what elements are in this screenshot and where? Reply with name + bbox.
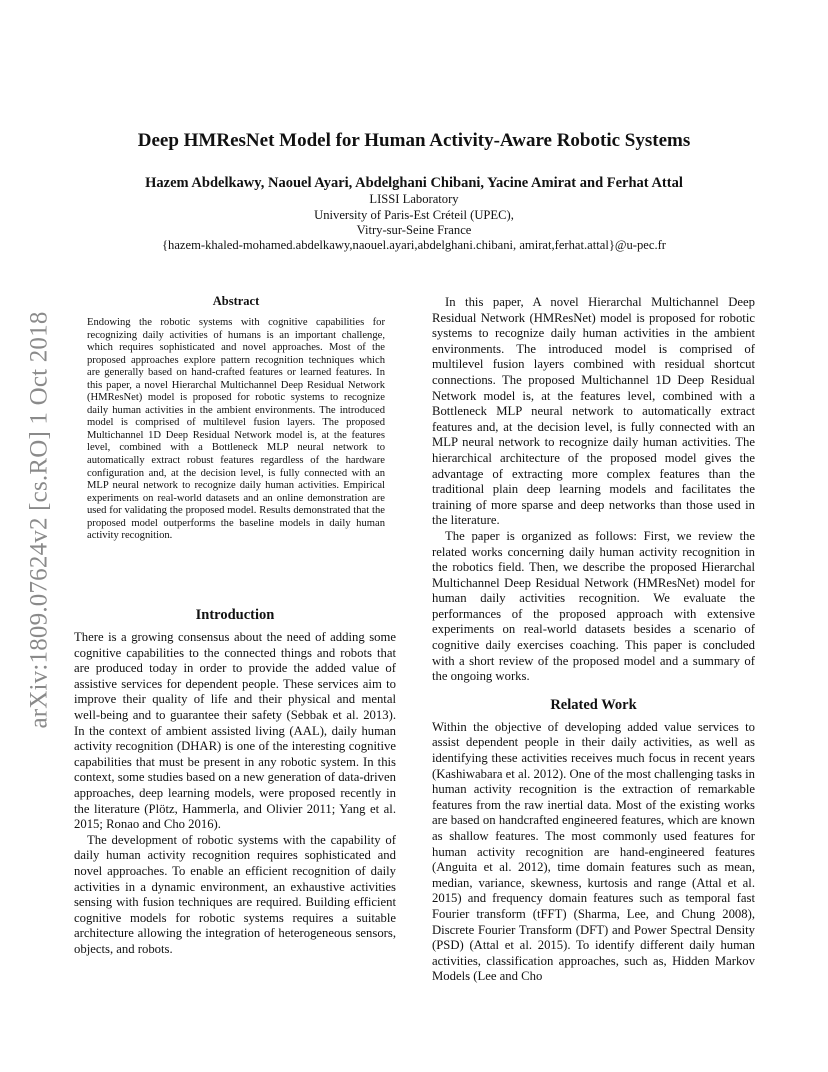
affiliation-lab: LISSI Laboratory — [369, 192, 459, 206]
author-emails: {hazem-khaled-mohamed.abdelkawy,naouel.ayari,abdelghani.chibani, amirat,ferhat.attal}@u-pec.fr — [161, 238, 666, 252]
introduction-paragraph-3: In this paper, A novel Hierarchal Multichannel Deep Residual Network (HMResNet) model is proposed for robotic systems to recognize daily human activities in the ambient environments. The introduced model is comprised of multilevel fusion layers combined with residual shortcut connections. The proposed Multichannel 1D Deep Residual Network model is, at the features level, combined with a Bottleneck MLP neural network to automatically extract features and, at the decision level, is fully connected with an MLP neural network to recognize daily human activities. The hierarchical architecture of the proposed model gives the advantage of extracting more complex features than the traditional plain deep learning models and facilitates the training of more sparse and deep networks than those used in the literature. — [432, 295, 755, 528]
related-work-paragraph-1: Within the objective of developing added value services to assist dependent people in their daily activities, as well as identifying these activities receives much focus in recent years (Kashiwabara et al. 2012). One of the most challenging tasks in human activity recognition is the extraction of remarkable features from the raw inertial data. Most of the existing works are based on handcrafted engineered features, which are known as shallow features. The most commonly used features for human activity recognition are hand-engineered features (Anguita et al. 2012), time domain features such as mean, median, variance, skewness, kurtosis and range (Attal et al. 2015) and frequency domain features such as temporal fast Fourier transform (tFFT) (Sharma, Lee, and Chung 2008), Discrete Fourier Transform (DFT) and Power Spectral Density (PSD) (Attal et al. 2015). To identify different daily human activities, classification approaches, such as, Hidden Markov Models (Lee and Cho — [432, 719, 755, 984]
arxiv-identifier — [20, 294, 60, 746]
related-work-heading: Related Work — [550, 696, 637, 713]
left-column — [74, 607, 396, 957]
introduction-heading: Introduction — [195, 607, 275, 623]
abstract-heading: Abstract — [212, 294, 260, 308]
affiliation-city: Vitry-sur-Seine France — [356, 223, 472, 237]
author-list: Hazem Abdelkawy, Naouel Ayari, Abdelghani Chibani, Yacine Amirat and Ferhat Attal — [145, 175, 683, 191]
paper-title: Deep HMResNet Model for Human Activity-Aware Robotic Systems — [137, 130, 691, 151]
abstract-section — [87, 294, 385, 543]
introduction-paragraph-1: There is a growing consensus about the need of adding some cognitive capabilities to the connected things and robots that are produced today in order to provide the added value of assistive services for dependent people. These services aim to improve their quality of life and their physical and mental well-being and to guarantee their safety (Sebbak et al. 2013). In the context of ambient assisted living (AAL), daily human activity recognition (DHAR) is one of the interesting cognitive capabilities that must be present in any robotic system. In this context, some studies based on a new generation of data-driven approaches, deep learning models, were proposed recently in the literature (Plötz, Hammerla, and Olivier 2011; Yang et al. 2015; Ronao and Cho 2016). — [74, 630, 396, 832]
section-gap — [432, 685, 755, 697]
affiliation-university: University of Paris-Est Créteil (UPEC), — [314, 208, 514, 222]
introduction-paragraph-4: The paper is organized as follows: First, we review the related works concerning daily human activity recognition in the robotics field. Then, we describe the proposed Hierarchal Multichannel Deep Residual Network (HMResNet) model for human daily activities recognition. We evaluate the performances of the proposed approach with extensive experiments on real-world datasets besides a scenario of cognitive daily exercises coaching. This paper is concluded with a short review of the proposed model and a summary of the ongoing works. — [432, 528, 755, 684]
introduction-paragraph-2: The development of robotic systems with the capability of daily human activity recognition requires sophisticated and novel approaches. To enable an efficient recognition of daily activities in a dynamic environment, an exhaustive activities sensing with fusion techniques are required. Building efficient cognitive models for robotic systems requires a suitable architecture allowing the integration of heterogeneous sensors, objects, and robots. — [74, 832, 396, 956]
arxiv-id-text: arXiv:1809.07624v2 [cs.RO] 1 Oct 2018 — [26, 311, 54, 729]
right-column — [432, 295, 755, 985]
abstract-text: Endowing the robotic systems with cognitive capabilities for recognizing daily activities of humans is an important challenge, which requires sophisticated and novel approaches. Most of the proposed approaches explore pattern recognition techniques which are generally based on hand-crafted features or learned features. In this paper, a novel Hierarchal Multichannel Deep Residual Network (HMResNet) model is proposed for robotic systems to recognize daily human activities in the ambient environments. The introduced model is comprised of multilevel fusion layers. The proposed Multichannel 1D Deep Residual Network model is, at the features level, combined with a Bottleneck MLP neural network to automatically extract robust features regardless of the hardware configuration and, at the decision level, is fully connected with an MLP neural network to recognize daily human activities. Empirical experiments on real-world datasets and an online demonstration are used for validating the proposed model. Results demonstrated that the proposed model outperforms the baseline models in daily human activity recognition. — [87, 317, 385, 542]
